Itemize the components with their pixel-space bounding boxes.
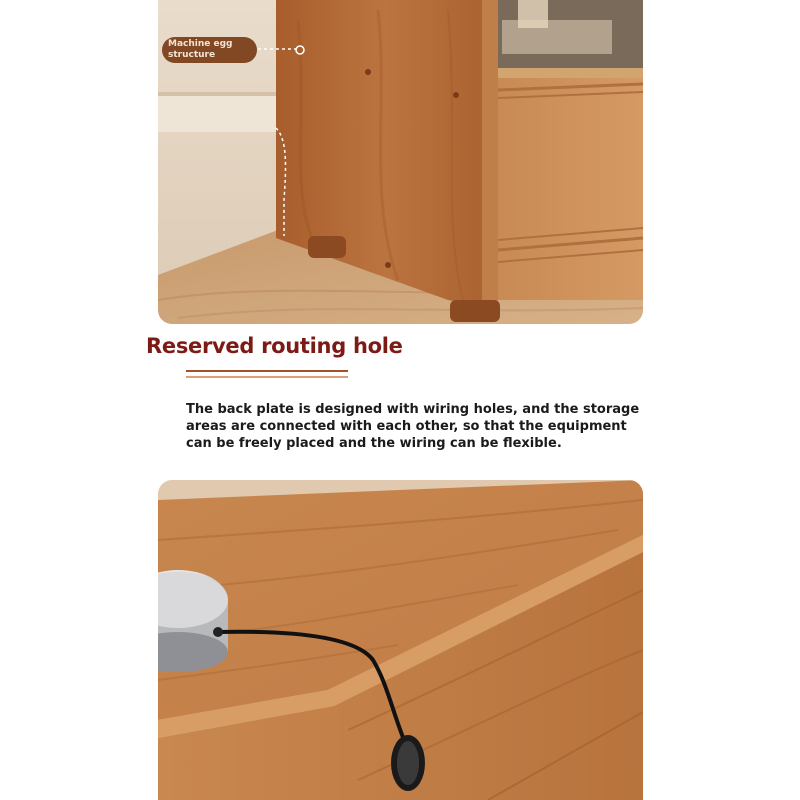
section-description <box>186 401 640 452</box>
description-line: The back plate is designed with wiring holes, and the storage <box>186 402 640 417</box>
section-title: Reserved routing hole <box>146 334 403 358</box>
title-underline-light <box>186 376 348 378</box>
machine-egg-callout <box>162 37 257 63</box>
description-line: can be freely placed and the wiring can be flexible. <box>186 436 562 451</box>
routing-hole-illustration <box>158 480 643 800</box>
callout-line-1: Machine egg <box>168 39 233 49</box>
routing-hole-photo <box>158 480 643 800</box>
callout-line-2: structure <box>168 50 216 60</box>
title-underline-dark <box>186 370 348 372</box>
description-line: areas are connected with each other, so that the equipment <box>186 419 627 434</box>
